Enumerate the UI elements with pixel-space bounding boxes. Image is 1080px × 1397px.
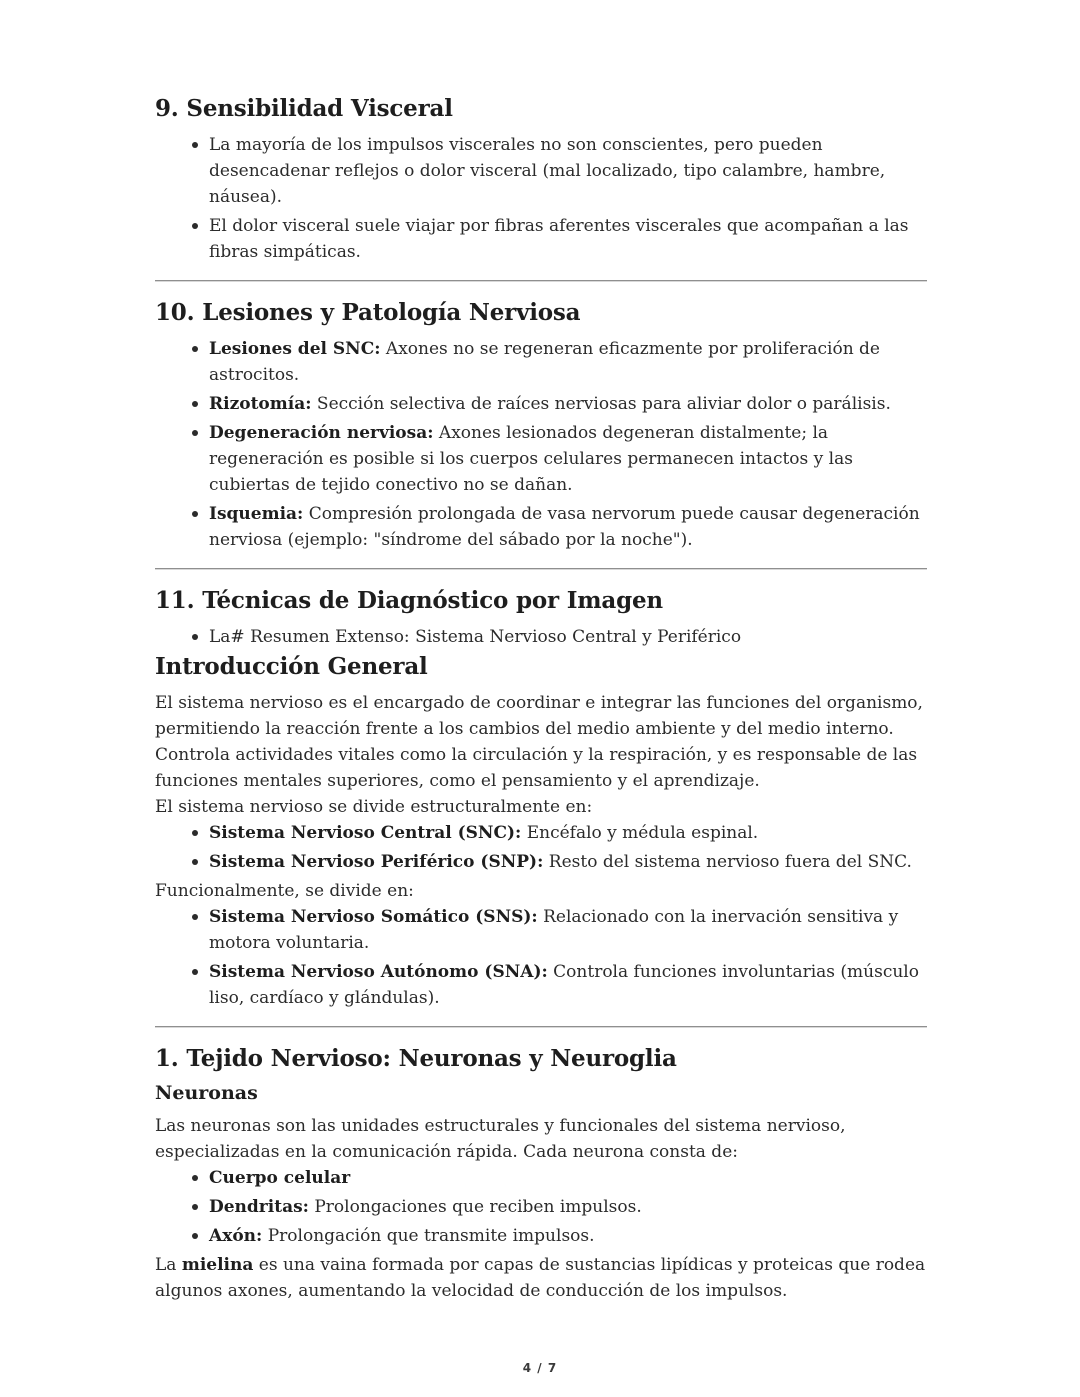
list-item — [209, 1165, 927, 1191]
neuronas-paragraph: Las neuronas son las unidades estructurales y funcionales del sistema nervioso, especializadas en la comunicación rápida. Cada neurona consta de: — [155, 1116, 846, 1162]
list-item-term: Dendritas: — [209, 1197, 309, 1217]
list-item-term: Cuerpo celular — [209, 1168, 351, 1188]
mielina-prefix: La — [155, 1255, 182, 1275]
list-item-term: Axón: — [209, 1226, 263, 1246]
intro-heading: Introducción General — [155, 653, 428, 680]
intro-structural-list — [155, 820, 927, 875]
list-item — [209, 336, 927, 388]
list-item-text: Resto del sistema nervioso fuera del SNC. — [543, 852, 912, 872]
intro-functional-list — [155, 904, 927, 1011]
list-item — [209, 820, 927, 846]
list-item-term: Sistema Nervioso Autónomo (SNA): — [209, 962, 548, 982]
list-item — [209, 213, 927, 265]
list-item-text: La mayoría de los impulsos viscerales no son conscientes, pero pueden desencadenar reflejos o dolor visceral (mal localizado, tipo calambre, hambre, náusea). — [209, 135, 886, 207]
list-item-text: Prolongación que transmite impulsos. — [262, 1226, 595, 1246]
list-item-text: El dolor visceral suele viajar por fibras aferentes viscerales que acompañan a las fibras simpáticas. — [209, 216, 909, 262]
page-number: 4 / 7 — [522, 1361, 558, 1375]
section-10-list — [155, 336, 927, 553]
list-item-text: Encéfalo y médula espinal. — [521, 823, 759, 843]
intro-paragraph-2: El sistema nervioso se divide estructuralmente en: — [155, 797, 593, 817]
intro-paragraph-3: Funcionalmente, se divide en: — [155, 881, 414, 901]
section-9-heading: 9. Sensibilidad Visceral — [155, 95, 453, 122]
list-item — [209, 904, 927, 956]
list-item-text: Prolongaciones que reciben impulsos. — [308, 1197, 642, 1217]
list-item-term: Sistema Nervioso Central (SNC): — [209, 823, 522, 843]
list-item — [209, 849, 927, 875]
section-10-heading: 10. Lesiones y Patología Nerviosa — [155, 299, 581, 326]
list-item-term: Degeneración nerviosa: — [209, 423, 434, 443]
list-item-text: La# Resumen Extenso: Sistema Nervioso Central y Periférico — [209, 627, 742, 647]
list-item-text: Compresión prolongada de vasa nervorum puede causar degeneración nerviosa (ejemplo: "síndrome del sábado por la noche"). — [209, 504, 920, 550]
list-item-text: Controla funciones involuntarias (músculo liso, cardíaco y glándulas). — [209, 962, 919, 1008]
neuronas-subheading: Neuronas — [155, 1082, 258, 1104]
intro-paragraph-1: El sistema nervioso es el encargado de coordinar e integrar las funciones del organismo, permitiendo la reacción frente a los cambios del medio ambiente y del medio interno. Controla actividades vitales como la circulación y la respiración, y es responsable de las funciones mentales superiores, como el pensamiento y el aprendizaje. — [155, 693, 923, 791]
list-item-term: Sistema Nervioso Somático (SNS): — [209, 907, 538, 927]
section-divider — [155, 1026, 927, 1028]
list-item-term: Isquemia: — [209, 504, 304, 524]
list-item — [209, 132, 927, 210]
list-item — [209, 1194, 927, 1220]
section-1-heading: 1. Tejido Nervioso: Neuronas y Neuroglia — [155, 1045, 677, 1072]
mielina-term: mielina — [181, 1255, 254, 1275]
list-item — [209, 1223, 927, 1249]
list-item — [209, 391, 927, 417]
list-item-term: Lesiones del SNC: — [209, 339, 381, 359]
section-9-list — [155, 132, 927, 265]
list-item — [209, 959, 927, 1011]
mielina-suffix: es una vaina formada por capas de sustancias lipídicas y proteicas que rodea algunos axones, aumentando la velocidad de conducción de los impulsos. — [155, 1255, 926, 1301]
list-item-text: Relacionado con la inervación sensitiva y motora voluntaria. — [209, 907, 899, 953]
list-item — [209, 420, 927, 498]
document-content — [155, 0, 927, 1304]
section-11-list — [155, 624, 927, 650]
section-11-heading: 11. Técnicas de Diagnóstico por Imagen — [155, 587, 663, 614]
mielina-paragraph — [155, 1252, 927, 1304]
list-item-term: Sistema Nervioso Periférico (SNP): — [209, 852, 544, 872]
list-item-text: Sección selectiva de raíces nerviosas para aliviar dolor o parálisis. — [311, 394, 891, 414]
list-item-text: Axones lesionados degeneran distalmente; la regeneración es posible si los cuerpos celulares permanecen intactos y las cubiertas de tejido conectivo no se dañan. — [209, 423, 853, 495]
neurona-parts-list — [155, 1165, 927, 1249]
section-divider — [155, 568, 927, 570]
list-item-text: Axones no se regeneran eficazmente por proliferación de astrocitos. — [209, 339, 880, 385]
list-item — [209, 501, 927, 553]
list-item — [209, 624, 927, 650]
section-divider — [155, 280, 927, 282]
list-item-term: Rizotomía: — [209, 394, 312, 414]
